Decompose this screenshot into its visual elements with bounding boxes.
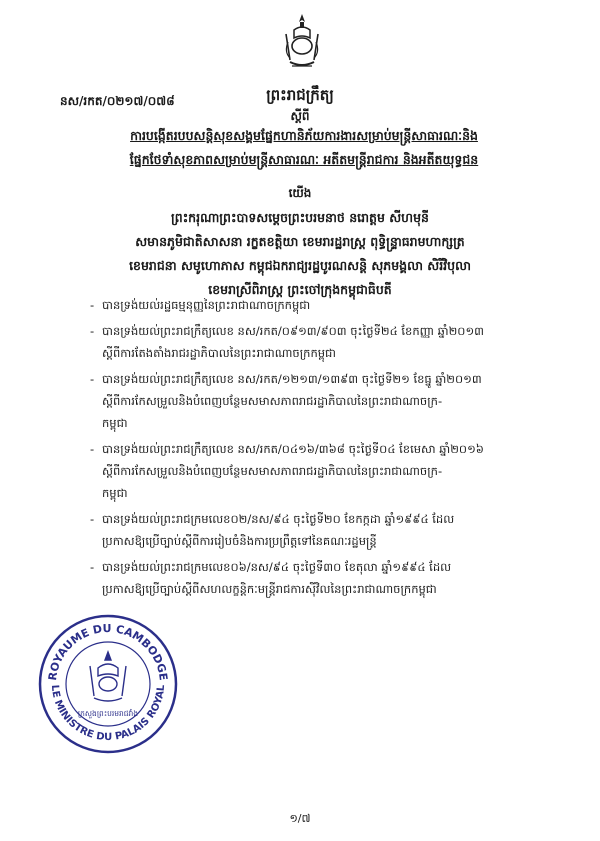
king-title-line: ខេមរាស្រីពិរាស្ត្រ ព្រះចៅក្រុងកម្ពុជាធិបតី: [208, 282, 392, 297]
royal-palace-seal-icon: [36, 612, 180, 756]
seal-top-text: ROYAUME DU CAMBODGE: [46, 621, 170, 682]
consideration-line: កម្ពុជា: [102, 416, 128, 430]
consideration-item: - បានទ្រង់យល់ព្រះរាជក្រឹត្យលេខ នស/រកត/១២១៣/១៣៩៣ ចុះថ្ងៃទី២១ ខែធ្នូ ឆ្នាំ២០១៣ ស្ដីពីការកែសម្រួលនិងបំពេញបន្ថែមសមាសភាពរាជរដ្ឋាភិបាលនៃព្រះរាជាណាចក្រ- កម្ពុជា: [90, 372, 482, 430]
consideration-line: ប្រកាសឱ្យប្រើច្បាប់ស្ដីពីការរៀបចំនិងការប្រព្រឹត្តទៅនៃគណៈរដ្ឋមន្ត្រី: [102, 534, 377, 548]
considerations-list: [90, 294, 550, 604]
king-title-line: ព្រះករុណាព្រះបាទសម្ដេចព្រះបរមនាថ នរោត្តម សីហមុនី: [171, 210, 429, 225]
consideration-line: ប្រកាសឱ្យប្រើច្បាប់ស្ដីពីសហលក្ខន្តិកៈមន្ត្រីរាជការស៊ីវិលនៃព្រះរាជាណាចក្រកម្ពុជា: [102, 582, 437, 596]
document-subject: [54, 124, 554, 172]
document-type: ព្រះរាជក្រឹត្យ: [266, 86, 334, 104]
consideration-line: ស្ដីពីការកែសម្រួលនិងបំពេញបន្ថែមសមាសភាពរាជរដ្ឋាភិបាលនៃព្រះរាជាណាចក្រ-: [102, 464, 443, 478]
consideration-item: - បានទ្រង់យល់រដ្ឋធម្មនុញ្ញនៃព្រះរាជាណាចក្រកម្ពុជា: [90, 298, 311, 312]
about-label: ស្ដីពី: [290, 109, 310, 123]
page-number: ១/៧: [289, 812, 311, 825]
consideration-line: បានទ្រង់យល់ព្រះរាជក្រឹត្យលេខ នស/រកត/០៩១៣/៩០៣ ចុះថ្ងៃទី២៤ ខែកញ្ញា ឆ្នាំ២០១៣: [102, 324, 484, 338]
consideration-item: - បានទ្រង់យល់ព្រះរាជក្រមលេខ០៦/នស/៩៤ ចុះថ្ងៃទី៣០ ខែតុលា ឆ្នាំ១៩៩៤ ដែល ប្រកាសឱ្យប្រើច្បាប់ស្ដីពីសហលក្ខន្តិកៈមន្ត្រីរាជការស៊ីវិលនៃព្រះរាជាណាចក្រកម្ពុជា: [90, 560, 452, 596]
consideration-line: ស្ដីពីការកែសម្រួលនិងបំពេញបន្ថែមសមាសភាពរាជរដ្ឋាភិបាលនៃព្រះរាជាណាចក្រ-: [102, 394, 443, 408]
consideration-line: បានទ្រង់យល់ព្រះរាជក្រឹត្យលេខ នស/រកត/០៤១៦/៣៦៨ ចុះថ្ងៃទី០៤ ខែមេសា ឆ្នាំ២០១៦: [102, 442, 484, 456]
consideration-line: បានទ្រង់យល់រដ្ឋធម្មនុញ្ញនៃព្រះរាជាណាចក្រកម្ពុជា: [102, 298, 311, 312]
seal-bottom-text: LE MINISTRE DU PALAIS ROYAL: [48, 684, 168, 744]
subject-line: ការបង្កើតរបបសន្តិសុខសង្គមផ្នែកហានិភ័យការងារសម្រាប់មន្ត្រីសាធារណៈនិង: [130, 128, 478, 143]
consideration-line: ស្ដីពីការតែងតាំងរាជរដ្ឋាភិបាលនៃព្រះរាជាណាចក្រកម្ពុជា: [102, 346, 336, 360]
consideration-item: - បានទ្រង់យល់ព្រះរាជក្រមលេខ០២/នស/៩៤ ចុះថ្ងៃទី២០ ខែកក្កដា ឆ្នាំ១៩៩៤ ដែល ប្រកាសឱ្យប្រើច្បាប់ស្ដីពីការរៀបចំនិងការប្រព្រឹត្តទៅនៃគណៈរដ្ឋមន្ត្រី: [90, 512, 455, 548]
king-title: [60, 206, 540, 302]
consideration-item: - បានទ្រង់យល់ព្រះរាជក្រឹត្យលេខ នស/រកត/០៤១៦/៣៦៨ ចុះថ្ងៃទី០៤ ខែមេសា ឆ្នាំ២០១៦ ស្ដីពីការកែសម្រួលនិងបំពេញបន្ថែមសមាសភាពរាជរដ្ឋាភិបាលនៃព្រះរាជាណាចក្រ- កម្ពុជា: [90, 442, 484, 500]
king-title-line: សមានភូមិជាតិសាសនា រក្ខតខត្តិយា ខេមរារដ្ឋរាស្ត្រ ពុទ្ធិន្ទ្រាធរាមហាក្សត្រ: [135, 234, 465, 249]
consideration-line: កម្ពុជា: [102, 486, 128, 500]
reference-number: នស/រកត/០២១៧/០៧៨: [60, 94, 175, 108]
royal-emblem-icon: [282, 12, 322, 72]
we-heading: យើង: [288, 186, 312, 200]
consideration-line: បានទ្រង់យល់ព្រះរាជក្រឹត្យលេខ នស/រកត/១២១៣/១៣៩៣ ចុះថ្ងៃទី២១ ខែធ្នូ ឆ្នាំ២០១៣: [102, 372, 482, 386]
seal-inner-text: ក្រសួងព្រះបរមរាជវាំង: [77, 709, 139, 718]
subject-line: ផ្នែកថែទាំសុខភាពសម្រាប់មន្ត្រីសាធារណៈ អតីតមន្ត្រីរាជការ និងអតីតយុទ្ធជន: [129, 152, 479, 167]
consideration-item: - បានទ្រង់យល់ព្រះរាជក្រឹត្យលេខ នស/រកត/០៩១៣/៩០៣ ចុះថ្ងៃទី២៤ ខែកញ្ញា ឆ្នាំ២០១៣ ស្ដីពីការតែងតាំងរាជរដ្ឋាភិបាលនៃព្រះរាជាណាចក្រកម្ពុជា: [90, 324, 484, 360]
consideration-line: បានទ្រង់យល់ព្រះរាជក្រមលេខ០២/នស/៩៤ ចុះថ្ងៃទី២០ ខែកក្កដា ឆ្នាំ១៩៩៤ ដែល: [102, 512, 455, 526]
consideration-line: បានទ្រង់យល់ព្រះរាជក្រមលេខ០៦/នស/៩៤ ចុះថ្ងៃទី៣០ ខែតុលា ឆ្នាំ១៩៩៤ ដែល: [102, 560, 452, 574]
king-title-line: ខេមរាជនា សមូហោភាស កម្ពុជឯករាជ្យរដ្ឋបូរណសន្តិ សុភមង្គលា សិរីវិបុលា: [129, 258, 471, 273]
